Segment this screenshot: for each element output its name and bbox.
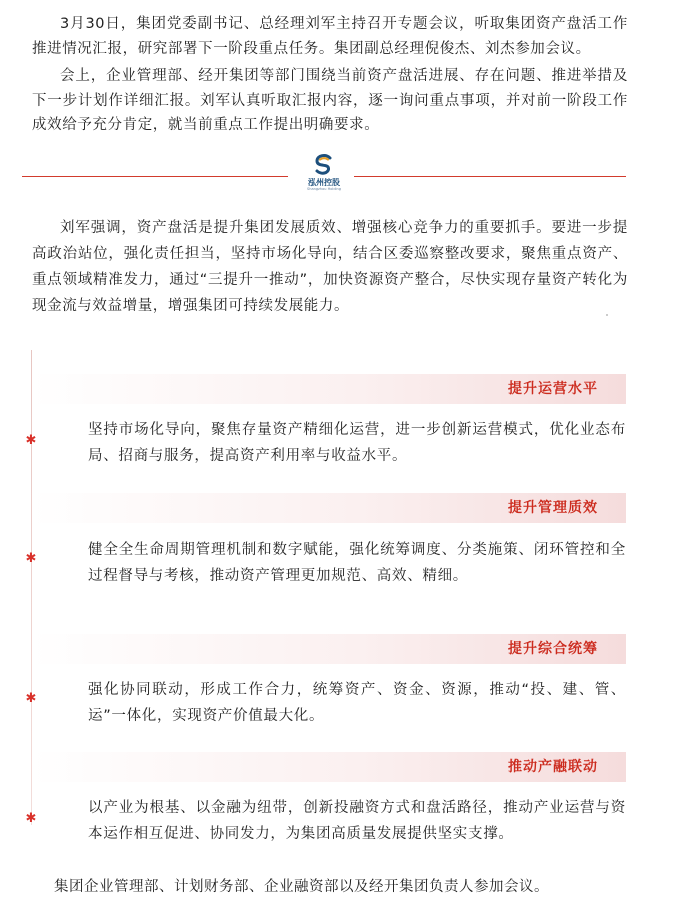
section-title-4: 推动产融联动 [508,759,598,775]
footer-text: 集团企业管理部、计划财务部、企业融资部以及经开集团负责人参加会议。 [54,879,549,895]
logo-subtitle: Shangzhou Holding [307,187,341,191]
company-logo [294,153,354,197]
divider-left [22,176,288,177]
star-icon: ✱ [25,551,37,566]
decorative-dot [606,314,608,316]
star-icon: ✱ [25,433,37,448]
logo-name: 泓州控股 [308,177,340,187]
section-text-2: 健全全生命周期管理机制和数字赋能，强化统筹调度、分类施策、闭环管控和全过程督导与考核，推动资产管理更加规范、高效、精细。 [88,542,626,584]
star-icon: ✱ [25,811,37,826]
section-header-2 [32,493,626,523]
section-text-1: 坚持市场化导向，聚焦存量资产精细化运营，进一步创新运营模式，优化业态布局、招商与服务，提高资产利用率与收益水平。 [88,422,626,464]
company-logo-icon [312,153,336,177]
section-title-1: 提升运营水平 [508,381,598,397]
star-icon: ✱ [25,691,37,706]
section-title-3: 提升综合统筹 [508,641,598,657]
section-title-2: 提升管理质效 [508,500,598,516]
intro-paragraph-2: 会上，企业管理部、经开集团等部门围绕当前资产盘活进展、存在问题、推进举措及下一步计划作详细汇报。刘军认真听取汇报内容，逐一询问重点事项，并对前一阶段工作成效给予充分肯定，就当前重点工作提出明确要求。 [32,68,628,133]
section-text-4: 以产业为根基、以金融为纽带，创新投融资方式和盘活路径，推动产业运营与资本运作相互促进、协同发力，为集团高质量发展提供坚实支撑。 [88,800,626,842]
emphasis-paragraph: 刘军强调，资产盘活是提升集团发展质效、增强核心竞争力的重要抓手。要进一步提高政治站位，强化责任担当，坚持市场化导向，结合区委巡察整改要求，聚焦重点资产、重点领域精准发力，通过“三提升一推动”，加快资源资产整合，尽快实现存量资产转化为现金流与效益增量，增强集团可持续发展能力。 [32,220,628,314]
section-header-4 [32,752,626,782]
divider-right [354,176,626,177]
section-header-3 [32,634,626,664]
intro-paragraph-1: 3月30日，集团党委副书记、总经理刘军主持召开专题会议，听取集团资产盘活工作推进情况汇报，研究部署下一阶段重点任务。集团副总经理倪俊杰、刘杰参加会议。 [32,16,628,57]
section-header-1 [32,374,626,404]
section-text-3: 强化协同联动，形成工作合力，统筹资产、资金、资源，推动“投、建、管、运”一体化，实现资产价值最大化。 [88,682,626,724]
